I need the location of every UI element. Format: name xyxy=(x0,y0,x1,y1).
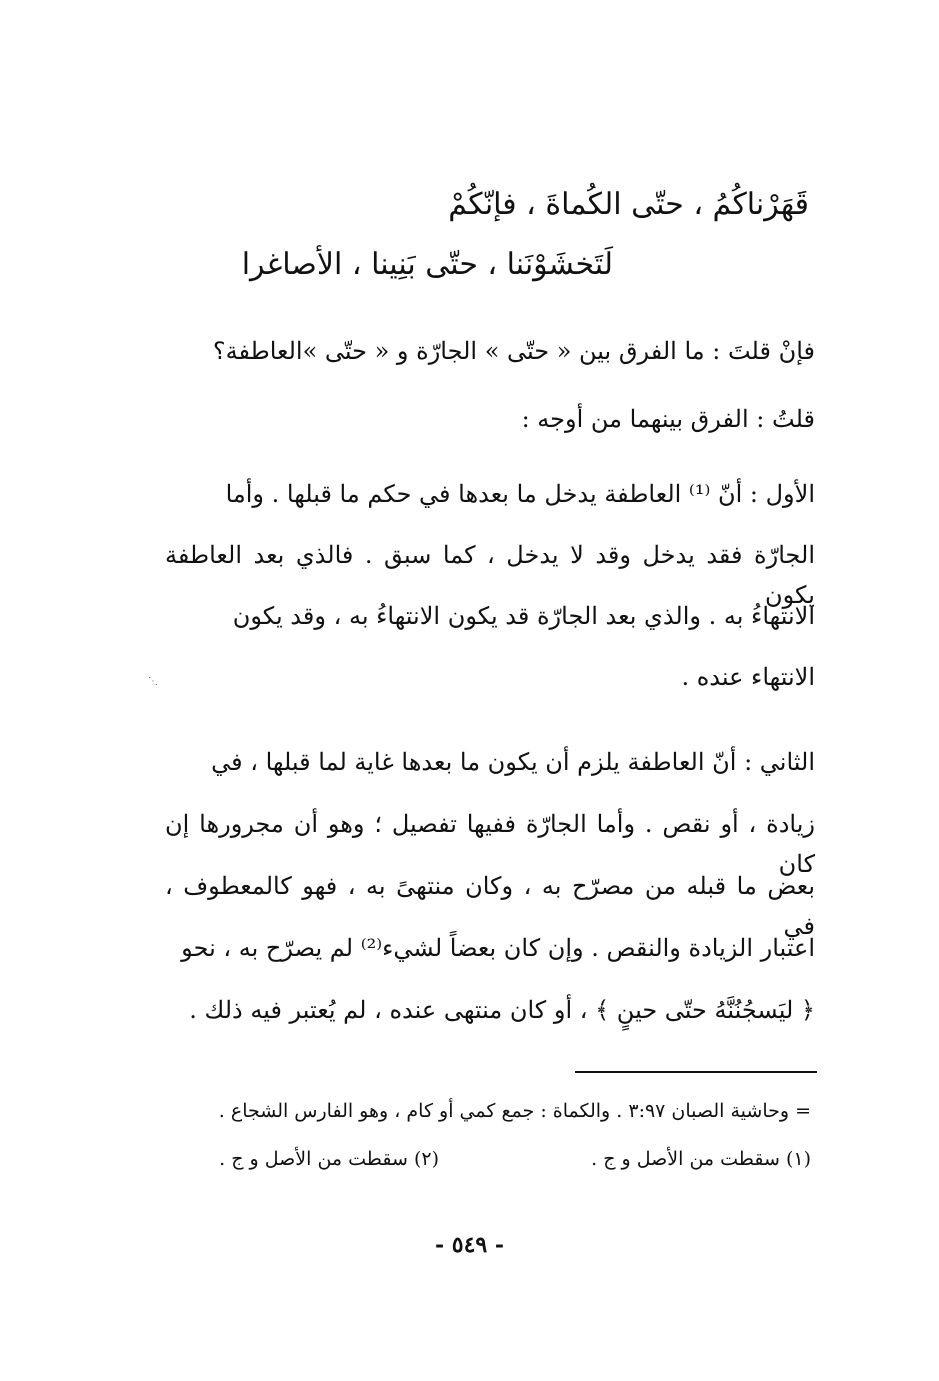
paragraph-line: الانتهاء عنده . xyxy=(681,663,815,691)
footnote-divider xyxy=(575,1071,817,1073)
page-number: - ٥٤٩ - xyxy=(434,1232,505,1258)
question-answer xyxy=(165,334,815,470)
paragraph-line: الجارّة فقد يدخل وقد لا يدخل ، كما سبق . فالذي بعد العاطفة يكون xyxy=(165,541,815,609)
paragraph-line: الأول : أنّ ⁽¹⁾ العاطفة يدخل ما بعدها في حكم ما قبلها . وأما xyxy=(225,480,815,508)
paragraph-line: اعتبار الزيادة والنقص . وإن كان بعضاً لشيء⁽²⁾ لم يصرّح به ، نحو xyxy=(181,934,815,962)
footnote-2: (٢) سقطت من الأصل و ج . xyxy=(219,1148,439,1170)
footnote-1: (١) سقطت من الأصل و ج . xyxy=(591,1148,811,1170)
paragraph-line: زيادة ، أو نقص . وأما الجارّة ففيها تفصيل ؛ وهو أن مجرورها إن كان xyxy=(165,810,815,878)
answer-line: قلتُ : الفرق بينهما من أوجه : xyxy=(521,405,815,433)
paragraph-first-difference xyxy=(165,474,815,718)
scan-speck: ⋰ xyxy=(148,676,158,687)
verse-line-2: لَتَخشَوْنَنا ، حتّى بَنِينا ، الأصاغرا xyxy=(241,247,613,282)
paragraph-second-difference xyxy=(165,742,815,1052)
paragraph-line: ﴿ ليَسجُنُنَّهُ حتّى حينٍ ﴾ ، أو كان منتهى عنده ، لم يُعتبر فيه ذلك . xyxy=(189,996,815,1024)
verse-line-1: قَهَرْناكُمُ ، حتّى الكُماةَ ، فإنّكُمْ xyxy=(448,187,809,222)
question-line: فإنْ قلتَ : ما الفرق بين « حتّى » الجارّة و « حتّى »العاطفة؟ xyxy=(212,337,815,365)
paragraph-line: بعض ما قبله من مصرّح به ، وكان منتهىً به ، فهو كالمعطوف ، في xyxy=(165,872,815,940)
footnote-continuation: = وحاشية الصبان ٣:٩٧ . والكماة : جمع كمي أو كام ، وهو الفارس الشجاع . xyxy=(218,1100,811,1122)
paragraph-line: الثاني : أنّ العاطفة يلزم أن يكون ما بعدها غاية لما قبلها ، في xyxy=(211,748,815,776)
paragraph-line: الانتهاءُ به . والذي بعد الجارّة قد يكون الانتهاءُ به ، وقد يكون xyxy=(232,602,815,630)
